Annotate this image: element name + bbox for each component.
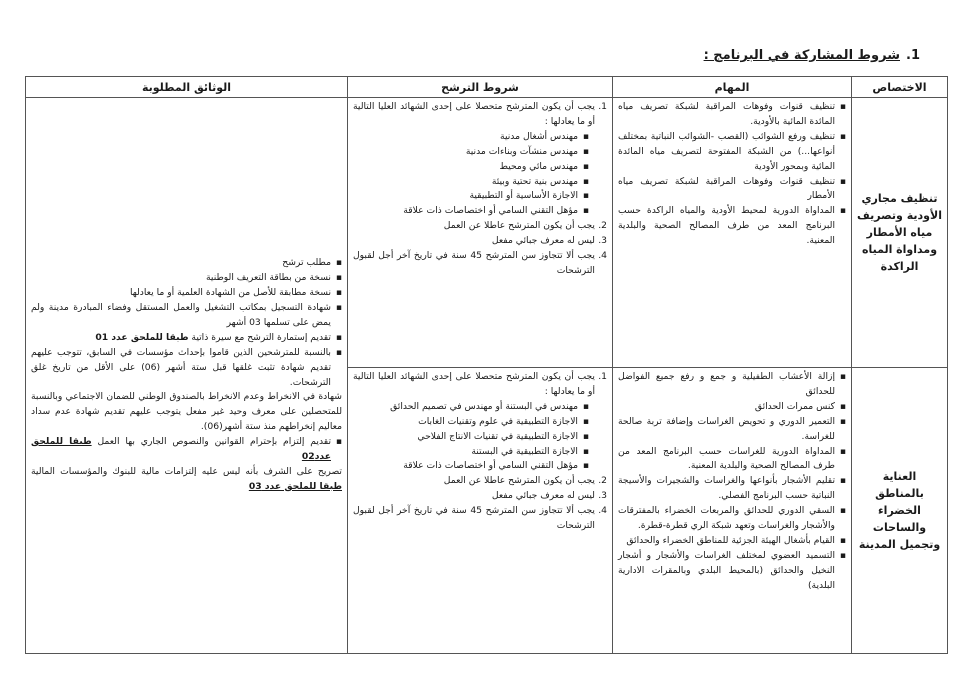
degree-item: ▪ مؤهل التقني السامي أو اختصاصات ذات علاقة — [353, 204, 589, 219]
annex-reference: طبقا للملحق عدد 03 — [248, 480, 342, 492]
section-number: 1. — [906, 48, 920, 63]
degree-item: ▪ مهندس بنية تحتية وبيئة — [353, 175, 589, 190]
tasks-cell — [613, 98, 852, 368]
task-item: ▪ تنظيف قنوات وفوهات المراقبة لشبكة تصريف مياه الأمطار — [618, 175, 846, 205]
condition-item — [353, 474, 607, 489]
document-item — [31, 435, 342, 465]
condition-text: يجب أن يكون المترشح متحصلا على إحدى الشهائد العليا التالية أو ما يعادلها : — [353, 101, 595, 127]
condition-item — [353, 234, 607, 249]
header-tasks: المهام — [613, 77, 852, 98]
task-item: ▪ كنس ممرات الحدائق — [618, 400, 846, 415]
task-item: ▪ السقي الدوري للحدائق والمربعات الخضراء بالمفترقات والأشجار والغراسات وتعهد شبكة الري قطرة-قطرة. — [618, 504, 846, 534]
condition-item — [353, 370, 607, 474]
degree-item: ▪ مهندس مائي ومحيط — [353, 160, 589, 175]
document-item: ▪ نسخة من بطاقة التعريف الوطنية — [31, 271, 342, 286]
conditions-cell — [348, 368, 613, 654]
condition-text: يجب أن يكون المترشح عاطلا عن العمل — [443, 220, 595, 232]
condition-item — [353, 100, 607, 219]
document-item: ▪ نسخة مطابقة للأصل من الشهادة العلمية أو ما يعادلها — [31, 286, 342, 301]
condition-text: يجب أن يكون المترشح متحصلا على إحدى الشهائد العليا التالية أو ما يعادلها : — [353, 371, 595, 397]
documents-cell — [26, 98, 348, 654]
document-item: ▪ مطلب ترشح — [31, 256, 342, 271]
document-text: تقديم إستمارة الترشح مع سيرة ذاتية — [191, 331, 331, 343]
degree-item: ▪ مهندس في البستنة أو مهندس في تصميم الحدائق — [353, 400, 589, 415]
section-heading — [704, 48, 920, 63]
task-item: ▪ تنظيف ورفع الشوائب (القصب -الشوائب النباتية بمختلف أنواعها...) من الشبكة المفتوحة لتصريف مياه المائدة المائية وبمحور الأودية — [618, 130, 846, 175]
condition-number: 3. — [598, 490, 607, 502]
degree-item: ▪ الاجازة التطبيقية في علوم وتقنيات الغابات — [353, 415, 589, 430]
header-conditions: شروط الترشح — [348, 77, 613, 98]
annex-reference: طبقا للملحق عدد02 — [31, 436, 331, 463]
table-header-row — [26, 77, 948, 98]
document-text: تصريح على الشرف بأنه ليس عليه إلتزامات مالية للبنوك والمؤسسات المالية — [31, 465, 342, 477]
document-item — [31, 331, 342, 346]
document-item: ▪ بالنسبة للمترشحين الذين قاموا بإحداث مؤسسات في السابق، تتوجب عليهم تقديم شهادة تثبت غلقها قبل ستة أشهر (06) على الأقل من تاريخ غلق الترشحات. — [31, 346, 342, 391]
tasks-cell — [613, 368, 852, 654]
condition-text: يجب ألا تتجاوز سن المترشح 45 سنة في تاريخ آخر أجل لقبول الترشحات — [353, 250, 595, 276]
task-item: ▪ المداواة الدورية للغراسات حسب البرنامج المعد من طرف المصالح الصحية والبلدية المعنية. — [618, 445, 846, 475]
task-item: ▪ المداواة الدورية لمحيط الأودية والمياه الراكدة حسب البرنامج المعد من طرف المصالح الصحية والبلدية المعنية. — [618, 204, 846, 249]
participation-conditions-table — [25, 76, 948, 654]
condition-number: 1. — [598, 371, 607, 382]
table-row — [26, 98, 948, 368]
document-item — [31, 465, 342, 495]
conditions-cell — [348, 98, 613, 368]
document-item: شهادة في الانخراط وعدم الانخراط بالصندوق الوطني للضمان الاجتماعي وبالنسبة للمتحصلين على معرف وحيد غير مفعل يتوجب عليهم تقديم شهادة عدم سداد معاليم إنخراطهم منذ ستة أشهر(06). — [31, 391, 342, 433]
task-item: ▪ إزالة الأعشاب الطفيلية و جمع و رفع جميع الفواضل للحدائق — [618, 370, 846, 400]
condition-number: 2. — [598, 220, 607, 232]
degree-item: ▪ مهندس منشآت وبناءات مدنية — [353, 145, 589, 160]
condition-number: 1. — [598, 101, 607, 112]
condition-text: يجب أن يكون المترشح عاطلا عن العمل — [443, 475, 595, 487]
condition-item — [353, 489, 607, 504]
document-text: تقديم إلتزام بإحترام القوانين والنصوص الجاري بها العمل — [97, 436, 331, 448]
degree-item: ▪ الاجازة الأساسية أو التطبيقية — [353, 189, 589, 204]
condition-number: 2. — [598, 475, 607, 487]
specialty-cell: العناية بالمناطق الخضراء والساحات وتجميل المدينة — [852, 368, 948, 654]
degree-item: ▪ مؤهل التقني السامي أو اختصاصات ذات علاقة — [353, 459, 589, 474]
condition-number: 4. — [598, 505, 607, 517]
task-item: ▪ تنظيف قنوات وفوهات المراقبة لشبكة تصريف مياه المائدة المائية بالأودية. — [618, 100, 846, 130]
header-specialty: الاختصاص — [852, 77, 948, 98]
condition-item — [353, 249, 607, 279]
annex-reference: طبقا للملحق عدد 01 — [95, 331, 189, 343]
condition-text: ليس له معرف جبائي مفعل — [491, 490, 595, 502]
task-item: ▪ التسميد العضوي لمختلف الغراسات والأشجار و أشجار النخيل والحدائق (بالمحيط البلدي وبالمقرات الادارية البلدية) — [618, 549, 846, 594]
document-item: ▪ شهادة التسجيل بمكاتب التشغيل والعمل المستقل وفضاء المبادرة مدينة ولم يمض على تسلمها 03 أشهر — [31, 301, 342, 331]
task-item: ▪ التعمير الدوري و تحويض الغراسات وإضافة تربة صالحة للغراسة. — [618, 415, 846, 445]
degree-item: ▪ الاجازة التطبيقية في تقنيات الانتاج الفلاحي — [353, 430, 589, 445]
condition-text: ليس له معرف جبائي مفعل — [491, 235, 595, 247]
specialty-cell: تنظيف مجاري الأودية وتصريف مياه الأمطار ومداواة المياه الراكدة — [852, 98, 948, 368]
section-title: شروط المشاركة في البرنامج : — [703, 48, 900, 63]
condition-number: 3. — [598, 235, 607, 247]
task-item: ▪ القيام بأشغال الهيئة الجزئية للمناطق الخضراء والحدائق — [618, 534, 846, 549]
degree-item: ▪ مهندس أشغال مدنية — [353, 130, 589, 145]
condition-number: 4. — [598, 250, 607, 262]
degree-item: ▪ الاجازة التطبيقية في البستنة — [353, 445, 589, 460]
task-item: ▪ تقليم الأشجار بأنواعها والغراسات والشجيرات والأسيجة النباتية حسب البرنامج الفصلي. — [618, 474, 846, 504]
header-documents: الوثائق المطلوبة — [26, 77, 348, 98]
condition-text: يجب ألا تتجاوز سن المترشح 45 سنة في تاريخ آخر أجل لقبول الترشحات — [353, 505, 595, 532]
condition-item — [353, 219, 607, 234]
condition-item — [353, 504, 607, 534]
